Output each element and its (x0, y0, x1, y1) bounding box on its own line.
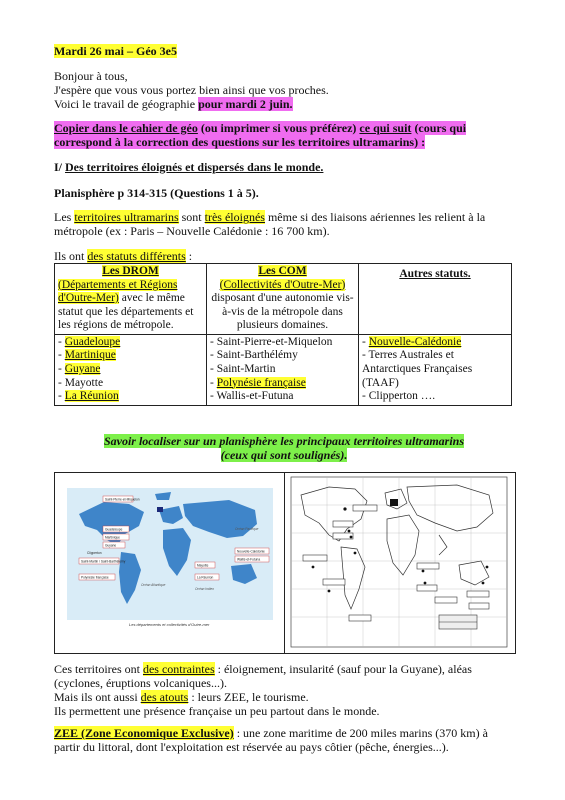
label-mayotte: Mayotte (197, 563, 209, 568)
list-item (210, 336, 355, 350)
list-bullet: - (362, 349, 369, 362)
constraints-text-2: : éloignement, insularité (sauf pour la Guyane), aléas (cyclones, éruptions volcaniques...). (54, 662, 472, 691)
list-item (362, 336, 508, 350)
constraints-paragraph (54, 662, 516, 719)
list-bullet: - (210, 362, 217, 375)
drom-list (55, 334, 207, 405)
statuts-intro (54, 249, 514, 263)
label-ocean-indien: Océan Indien (195, 587, 214, 591)
label-reunion: La Réunion (197, 575, 214, 580)
table-header-row (55, 264, 512, 335)
statuts-intro-prefix: Ils ont (54, 249, 88, 263)
maps-frame (54, 472, 516, 654)
com-subtitle: (Collectivités d'Outre-Mer) (219, 278, 346, 291)
label-polynesie: Polynésie française (81, 575, 109, 580)
list-item (210, 349, 355, 363)
copy-instruction (54, 121, 519, 149)
statuts-table (54, 263, 512, 406)
list-bullet: - (210, 335, 217, 348)
blank-outline-map (289, 475, 511, 651)
term-tres-eloignes: très éloignés (204, 210, 265, 224)
list-item (58, 363, 203, 377)
list-bullet: - (210, 376, 217, 389)
list-bullet: - (362, 335, 369, 348)
list-item-text: Guyane (64, 362, 101, 375)
com-list (207, 334, 359, 405)
list-bullet: - (58, 362, 65, 375)
zee-text: : une zone maritime de 200 miles marins (370 km) à partir du littoral, dont l'exploitation est réservée au pays côtier (pêche, énergies...). (54, 726, 488, 755)
list-item-text: Saint-Pierre-et-Miquelon (216, 335, 333, 348)
autres-title: Autres statuts. (399, 268, 471, 280)
list-bullet: - (58, 390, 65, 403)
intro-line-2: J'espère que vous vous portez bien ainsi que vos proches. (54, 83, 329, 98)
list-bullet: - (58, 335, 65, 348)
drom-title: Les DROM (102, 265, 159, 277)
objective-line-2: (ceux qui sont soulignés). (220, 448, 348, 463)
para1-text-3: même si des liaisons aériennes les relient à la métropole (ex : Paris – Nouvelle Calédonie : 16 700 km). (54, 210, 486, 239)
due-date: pour mardi 2 juin. (198, 97, 293, 112)
label-wallis: Wallis-et-Futuna (237, 557, 261, 562)
drom-subtitle: (Départements et Régions d'Outre-Mer) (58, 278, 178, 305)
label-spm: Saint-Pierre-et-Miquelon (105, 497, 140, 502)
list-item-text: Wallis-et-Futuna (216, 390, 294, 403)
label-ocean-atlantique: Océan Atlantique (141, 583, 166, 587)
list-item-text: Guadeloupe (64, 335, 121, 348)
intro-line-3 (54, 97, 514, 111)
colored-world-map (59, 474, 279, 652)
list-item-text: Martinique (64, 349, 116, 362)
label-clipperton: Clipperton (87, 551, 102, 555)
objective (54, 434, 514, 462)
constraints-text-1: Ces territoires ont (54, 662, 143, 676)
term-statuts-differents: des statuts différents (87, 249, 186, 263)
france-marker (157, 507, 163, 512)
paragraph-distance (54, 210, 516, 238)
statuts-intro-suffix: : (185, 249, 193, 263)
para1-text-1: Les (54, 210, 75, 224)
label-stmartin: Saint-Martin / Saint-Barthélemy (81, 559, 126, 564)
drom-header-cell (55, 264, 207, 335)
list-bullet: - (58, 376, 65, 389)
autres-header-cell (359, 264, 512, 335)
autres-list (359, 334, 512, 405)
list-item (58, 390, 203, 404)
intro (54, 69, 514, 111)
list-item-text: Clipperton …. (368, 390, 436, 403)
section-number: I/ (54, 160, 66, 174)
instruction-part1: Copier dans le cahier de géo (54, 121, 198, 135)
term-territoires-ultramarins: territoires ultramarins (74, 210, 179, 224)
section-title-text: Des territoires éloignés et dispersés dans le monde. (65, 160, 324, 174)
date-title: Mardi 26 mai – Géo 3e5 (54, 44, 177, 58)
drom-description: avec le même statut que les départements et les régions de métropole. (58, 292, 194, 332)
date-title-block (54, 44, 514, 58)
section-title (54, 160, 514, 174)
term-zee: ZEE (Zone Economique Exclusive) (54, 726, 234, 740)
list-item (362, 349, 508, 390)
left-map-caption: Les départements et collectivités d'Outre-mer (129, 622, 210, 627)
list-item-text: Saint-Barthélémy (216, 349, 298, 362)
label-martinique: Martinique (105, 535, 120, 540)
para1-text-2: sont (178, 210, 205, 224)
list-item (210, 390, 355, 404)
term-atouts: des atouts (140, 690, 189, 705)
list-item-text: Mayotte (64, 376, 104, 389)
table-items-row (55, 334, 512, 405)
com-description: disposant d'une autonomie vis-à-vis de la métropole dans plusieurs domaines. (211, 292, 354, 332)
list-item (210, 377, 355, 391)
list-item-text: Terres Australes et Antarctiques Françaises (TAAF) (362, 349, 473, 389)
list-item (58, 377, 203, 391)
list-bullet: - (210, 390, 217, 403)
label-guyane: Guyane (105, 543, 117, 548)
label-nouvelle-caledonie: Nouvelle-Calédonie (237, 549, 265, 554)
list-bullet: - (58, 349, 65, 362)
list-item (210, 363, 355, 377)
constraints-text-4: : leurs ZEE, le tourisme. (188, 690, 309, 705)
list-bullet: - (362, 390, 369, 403)
list-bullet: - (210, 349, 217, 362)
planisphere-reference (54, 186, 514, 200)
list-item-text: Saint-Martin (216, 362, 276, 375)
constraints-text-5: Ils permettent une présence française un peu partout dans le monde. (54, 704, 380, 719)
zee-definition (54, 726, 516, 754)
list-item-text: La Réunion (64, 390, 119, 403)
intro-line-3-text: Voici le travail de géographie (54, 97, 199, 112)
instruction-part4: (cours qui correspond à la correction des questions sur les territoires ultramarins) : (54, 121, 467, 150)
label-guadeloupe: Guadeloupe (105, 527, 123, 532)
list-item (58, 336, 203, 350)
planisphere-text: Planisphère p 314-315 (Questions 1 à 5). (54, 186, 259, 200)
instruction-part2: (ou imprimer si vous préférez) (197, 121, 360, 135)
greeting: Bonjour à tous, (54, 69, 128, 83)
list-item (58, 349, 203, 363)
objective-line-1: Savoir localiser sur un planisphère les principaux territoires ultramarins (103, 434, 465, 448)
list-item (362, 390, 508, 404)
map-divider (284, 473, 285, 653)
constraints-text-3: Mais ils ont aussi (54, 690, 141, 705)
label-ocean-pacifique: Océan Pacifique (235, 527, 259, 531)
com-title: Les COM (258, 265, 307, 277)
com-header-cell (207, 264, 359, 335)
france-marker-dark (390, 499, 398, 506)
term-contraintes: des contraintes (142, 662, 215, 676)
list-item-text: Nouvelle-Calédonie (368, 335, 462, 348)
instruction-part3: ce qui suit (359, 121, 412, 135)
list-item-text: Polynésie française (216, 376, 306, 389)
